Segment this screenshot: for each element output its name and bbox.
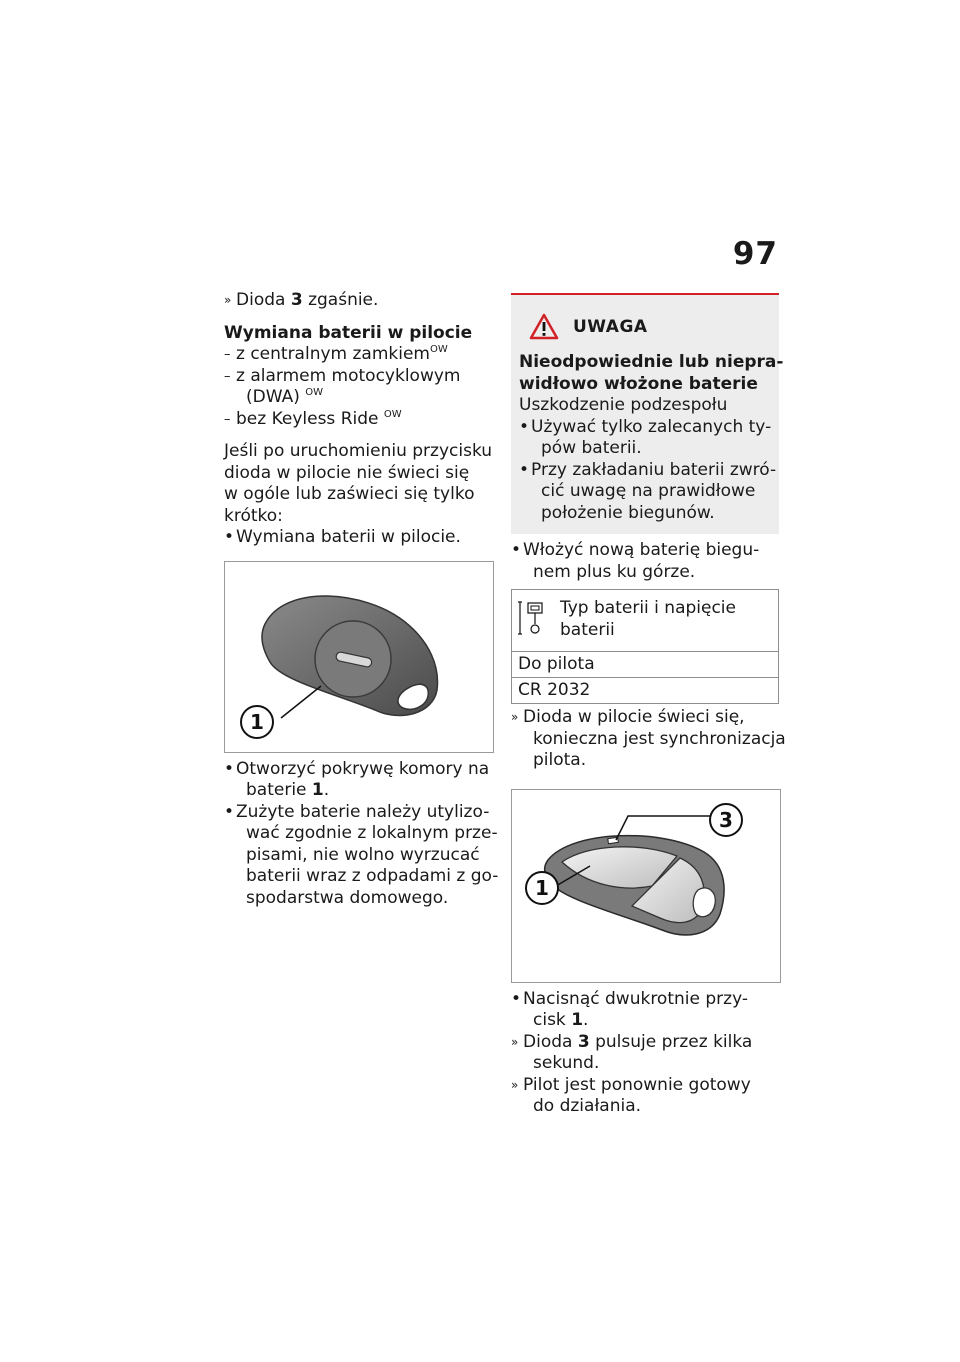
result-led-on-cont: konieczna jest synchronizacja [533, 728, 786, 749]
table-cell-usage: Do pilota [512, 652, 779, 678]
result-ready-cont: do działania. [533, 1096, 642, 1116]
figure-key-buttons [511, 789, 781, 983]
step-dispose-cont: pisami, nie wolno wyrzucać [246, 844, 480, 865]
warning-heading: Nieodpowiednie lub niepra- [519, 352, 784, 372]
step-dispose: • Zużyte baterie należy utylizo- [224, 802, 494, 824]
condition-keyless: – bez Keyless Ride $^{OW}$ [224, 409, 494, 431]
table-header: baterii [560, 619, 615, 640]
figure-key-cover [224, 561, 494, 753]
callout-1: 1 [250, 709, 264, 734]
warning-bullet-cont: cić uwagę na prawidłowe [541, 481, 756, 501]
key-fob-back-illustration [225, 562, 493, 752]
section-heading: Wymiana baterii w pilocie [224, 322, 473, 343]
paragraph-line: w ogóle lub zaświeci się tylko [224, 484, 475, 504]
step-insert-battery: • Włożyć nową baterię biegu- [511, 540, 779, 562]
warning-heading: widłowo włożone baterie [519, 373, 758, 394]
step-dispose-cont: spodarstwa domowego. [246, 887, 449, 908]
page-number: 97 [732, 236, 778, 272]
table-cell-battery-type: CR 2032 [512, 678, 779, 704]
paragraph-line: dioda w pilocie nie świeci się [224, 462, 470, 483]
step-press-button: • Nacisnąć dwukrotnie przy- [511, 989, 779, 1011]
battery-voltage-icon [518, 598, 546, 638]
warning-consequence: Uszkodzenie podzespołu [519, 395, 728, 415]
battery-spec-table [511, 589, 779, 704]
warning-title: UWAGA [573, 316, 648, 337]
warning-box [511, 293, 784, 534]
warning-bullet-cont: pów baterii. [541, 438, 642, 458]
warning-bullet: • Używać tylko zalecanych ty- [519, 417, 773, 439]
result-led-pulse: » Dioda 3 pulsuje przez kilka [511, 1032, 779, 1054]
result-led-off: » Dioda 3 zgaśnie. [224, 290, 494, 312]
callout-3: 3 [719, 807, 733, 832]
callout-1: 1 [535, 875, 549, 900]
condition-central-lock: – z centralnym zamkiem$^{OW}$ [224, 344, 494, 366]
step-press-button-cont: cisk 1. [533, 1010, 589, 1030]
warning-bullet-cont: położenie biegunów. [541, 502, 715, 523]
bullet-replace-battery: • Wymiana baterii w pilocie. [224, 527, 494, 549]
result-ready: » Pilot jest ponownie gotowy [511, 1075, 779, 1097]
condition-alarm-cont: (DWA) $^{OW}$ [246, 387, 324, 407]
step-dispose-cont: baterii wraz z odpadami z go- [246, 866, 499, 886]
paragraph-line: krótko: [224, 505, 283, 526]
result-led-on: » Dioda w pilocie świeci się, [511, 707, 779, 729]
right-column [511, 293, 786, 1118]
step-insert-battery-cont: nem plus ku górze. [533, 561, 696, 582]
paragraph-line: Jeśli po uruchomieniu przycisku [224, 441, 493, 461]
result-led-on-cont: pilota. [533, 750, 587, 770]
left-column [224, 290, 499, 909]
step-dispose-cont: wać zgodnie z lokalnym prze- [246, 823, 498, 843]
warning-triangle-icon [529, 313, 559, 340]
key-fob-front-illustration [512, 790, 780, 982]
result-led-pulse-cont: sekund. [533, 1053, 600, 1073]
table-header: Typ baterii i napięcie [560, 598, 736, 618]
condition-alarm: – z alarmem motocyklowym [224, 366, 494, 388]
step-open-cover-cont: baterie 1. [246, 780, 330, 800]
warning-bullet: • Przy zakładaniu baterii zwró- [519, 460, 773, 482]
step-open-cover: • Otworzyć pokrywę komory na [224, 759, 494, 781]
